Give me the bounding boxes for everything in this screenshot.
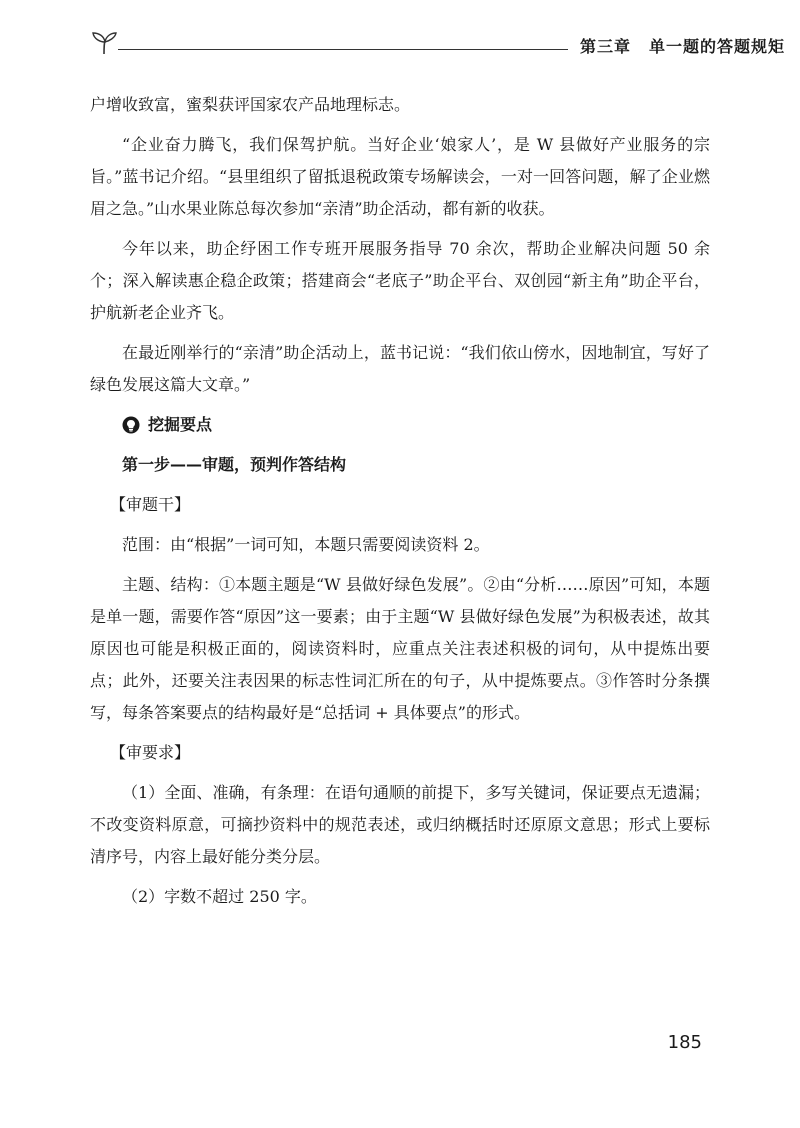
paragraph-1: 户增收致富，蜜梨获评国家农产品地理标志。 <box>90 95 411 114</box>
section-heading <box>122 409 710 441</box>
paragraph-4: 在最近刚举行的“亲清”助企活动上，蓝书记说：“我们依山傍水，因地制宜，写好了绿色发展这篇大文章。” <box>90 343 710 394</box>
requirement-2: （2）字数不超过 250 字。 <box>122 887 317 906</box>
shenyaoqiu-heading: 【审要求】 <box>110 743 191 762</box>
zhuti-paragraph: 主题、结构：①本题主题是“W 县做好绿色发展”。②由“分析……原因”可知，本题是单一题，需要作答“原因”这一要素；由于主题“W 县做好绿色发展”为积极表述，故其原因也可能是积极正面的，阅读资料时，应重点关注表述积极的词句，从中提炼出要点；此外，还要关注表因果的标志性词汇所在的句子，从中提炼要点。③作答时分条撰写，每条答案要点的结构最好是“总括词 + 具体要点”的形式。 <box>90 575 710 722</box>
chapter-label: 第三章 <box>580 37 632 56</box>
lightbulb-icon <box>122 416 140 434</box>
paragraph-2: “企业奋力腾飞，我们保驾护航。当好企业‘娘家人’，是 W 县做好产业服务的宗旨。”蓝书记介绍。“县里组织了留抵退税政策专场解读会，一对一回答问题，解了企业燃眉之急。”山水果业陈总每次参加“亲清”助企活动，都有新的收获。 <box>90 135 710 218</box>
sprout-icon <box>90 30 120 56</box>
section-title: 挖掘要点 <box>148 415 213 434</box>
header-rule <box>118 49 568 50</box>
requirement-1: （1）全面、准确，有条理：在语句通顺的前提下，多写关键词，保证要点无遗漏；不改变资料原意，可摘抄资料中的规范表述，或归纳概括时还原原文意思；形式上要标清序号，内容上最好能分类分层。 <box>90 783 710 866</box>
shentigan-heading: 【审题干】 <box>110 495 191 514</box>
fanwei-paragraph: 范围：由“根据”一词可知，本题只需要阅读资料 2。 <box>122 535 490 554</box>
step-1-heading: 第一步——审题，预判作答结构 <box>122 455 347 474</box>
page-number: 185 <box>667 1032 702 1053</box>
chapter-title: 单一题的答题规矩 <box>649 37 786 56</box>
paragraph-3: 今年以来，助企纾困工作专班开展服务指导 70 余次，帮助企业解决问题 50 余个；深入解读惠企稳企政策；搭建商会“老底子”助企平台、双创园“新主角”助企平台，护航新老企业齐飞。 <box>90 239 710 322</box>
header-title <box>580 34 785 57</box>
running-header <box>84 28 786 58</box>
page-body <box>90 89 710 921</box>
